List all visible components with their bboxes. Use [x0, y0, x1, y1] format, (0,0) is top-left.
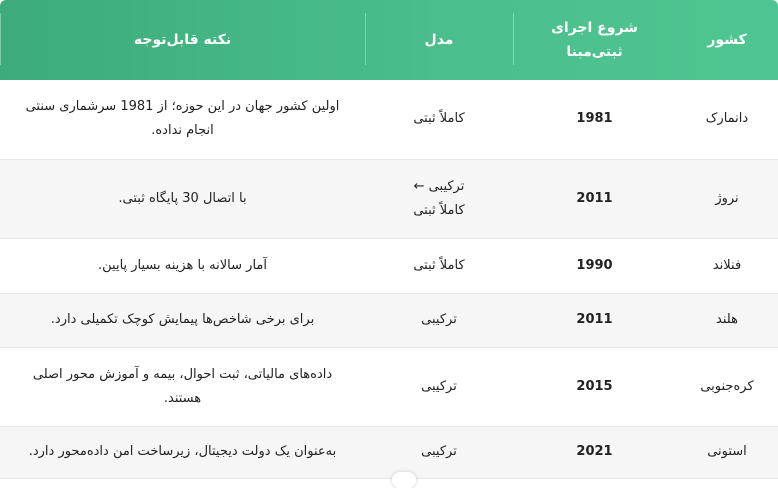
cell-note: به‌عنوان یک دولت دیجیتال، زیرساخت امن داده‌محور دارد.: [28, 444, 337, 459]
table-row: [0, 159, 778, 238]
cell-year: 1990: [576, 257, 613, 273]
header-row: [0, 0, 778, 80]
header-country: کشور: [707, 32, 747, 48]
cell-country: هلند: [716, 312, 738, 327]
header-model-label: مدل: [424, 32, 454, 48]
table-row: [0, 293, 778, 347]
header-separator: [365, 13, 366, 65]
table-row: [0, 80, 778, 159]
header-note: [0, 0, 365, 80]
cell-note: داده‌های مالیاتی، ثبت احوال، بیمه و آموزش محور اصلی هستند.: [32, 366, 333, 406]
cell-note: آمار سالانه با هزینه بسیار پایین.: [98, 257, 267, 273]
table-row: [0, 426, 778, 478]
cell-year: 1981: [576, 111, 613, 127]
cell-note: اولین کشور جهان در این حوزه؛ از 1981 سرشماری سنتی انجام نداده.: [25, 99, 340, 139]
table-header: [0, 0, 778, 80]
cell-year: 2021: [576, 444, 613, 459]
cell-model: ترکیبی: [421, 378, 457, 394]
cell-model: ترکیبی: [421, 312, 457, 327]
cell-note: با اتصال 30 پایگاه ثبتی.: [118, 190, 247, 206]
header-model: [365, 0, 513, 80]
table-row: [0, 238, 778, 293]
table-body: [0, 80, 778, 478]
cell-model: کاملاً ثبتی: [413, 111, 465, 127]
scroll-handle[interactable]: [392, 472, 416, 488]
cell-country: استونی: [707, 444, 747, 459]
cell-country: نروژ: [715, 190, 739, 206]
cell-model: ترکیبی ← کاملاً ثبتی: [413, 178, 465, 218]
cell-note: برای برخی شاخص‌ها پیمایش کوچک تکمیلی دارد.: [50, 312, 315, 327]
cell-model: ترکیبی: [421, 444, 457, 459]
cell-country: فنلاند: [712, 257, 742, 273]
header-separator: [0, 13, 1, 65]
cell-country: کره‌جنوبی: [700, 378, 754, 394]
cell-country: دانمارک: [705, 111, 749, 127]
header-separator: [513, 13, 514, 65]
header-note-label: نکته قابل‌توجه: [133, 32, 232, 48]
cell-year: 2015: [576, 378, 613, 394]
cell-model: کاملاً ثبتی: [413, 257, 465, 273]
cell-year: 2011: [576, 190, 613, 206]
header-start-year-label: شروع اجرای ثبتی‌مبنا: [551, 20, 638, 60]
header-start-year: [513, 0, 676, 80]
cell-year: 2011: [576, 312, 613, 327]
table-row: [0, 347, 778, 426]
